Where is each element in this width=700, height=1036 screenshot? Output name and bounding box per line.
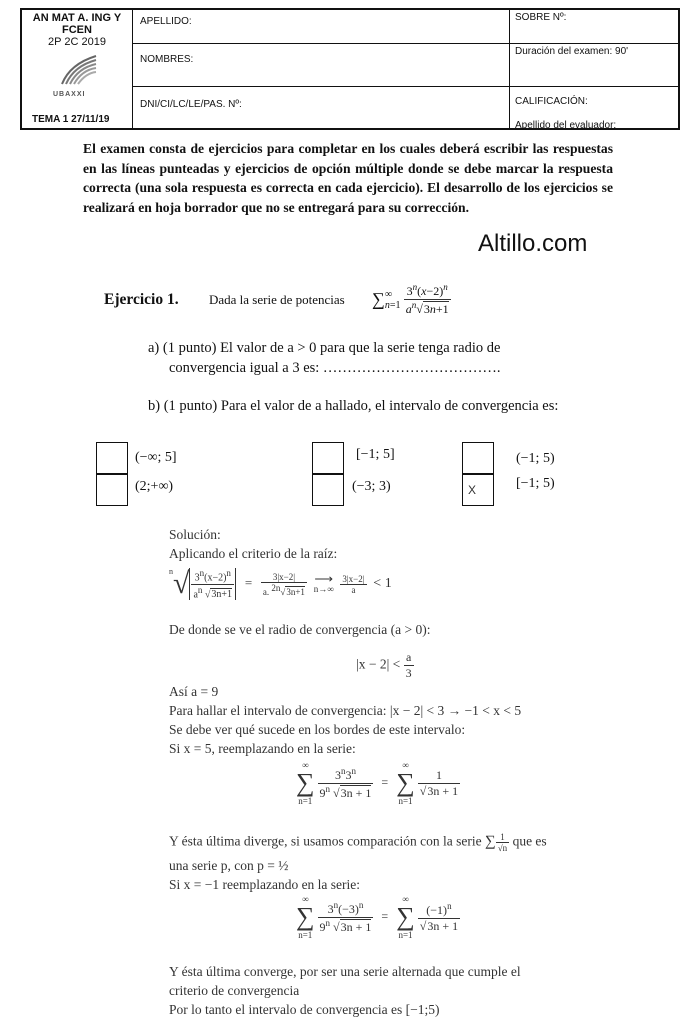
part-a-line1: a) (1 punto) El valor de a > 0 para que la serie tenga radio de — [148, 340, 501, 356]
series-x5-formula: ∞ ∑ n=1 $\frac{3^n3^n}{9^n √3n + 1}$ = ∞ ∑ n=1 $\frac{1}{√3n + 1}$ — [296, 760, 459, 806]
diverge-line3: una serie p, con p = ½ — [169, 858, 289, 873]
option-checkbox[interactable] — [462, 442, 494, 474]
diverge-text: Y ésta última diverge, si usamos comparación con la serie ∑ $\frac{1}{√n}$ que es — [169, 832, 547, 853]
exercise-title: Ejercicio 1. — [104, 291, 179, 308]
option-label: [−1; 5] — [356, 447, 395, 462]
apellido-label: APELLIDO: — [140, 16, 192, 27]
watermark: Altillo.com — [478, 230, 588, 257]
option-checkbox[interactable] — [312, 474, 344, 506]
course-line: FCEN — [62, 24, 92, 36]
option-label: (2;+∞) — [135, 479, 174, 494]
root-test-formula: $^n$√ $\frac{3^n(x-2)^n}{a^n √3n+1}$ = $\frac{3|x-2|}{a. ^{2n}√3n+1}$ ⟶ n→∞ $\frac{3|x-2|}{a}$ < 1 — [169, 567, 392, 600]
evaluador-label: Apellido del evaluador: — [515, 120, 617, 131]
option-checkbox[interactable] — [96, 474, 128, 506]
borders-text: Se debe ver qué sucede en los bordes de este intervalo: — [169, 722, 466, 737]
duracion-label: Duración del examen: 90' — [515, 46, 629, 57]
final-interval: Por lo tanto el intervalo de convergencia es [−1;5) — [169, 1002, 440, 1017]
converge-line1: Y ésta última converge, por ser una serie alternada que cumple el — [169, 964, 521, 979]
option-label: (−1; 5) — [516, 451, 555, 466]
interval-text: Para hallar el intervalo de convergencia: |x − 2| < 3 → −1 < x < 5 — [169, 703, 522, 718]
limit-lt-one: < 1 — [373, 575, 392, 591]
diverge-line1: Y ésta última diverge, si usamos comparación con la serie — [169, 833, 482, 849]
ubaxxi-logo-icon — [56, 52, 100, 88]
part-a-line2: convergencia igual a 3 es: ………………………………. — [169, 360, 501, 376]
course-line: AN MAT A. ING Y — [32, 12, 122, 24]
sobre-label: SOBRE Nº: — [515, 12, 567, 23]
converge-line2: criterio de convergencia — [169, 983, 300, 998]
option-checkbox[interactable] — [96, 442, 128, 474]
series-xm1-formula: ∞ ∑ n=1 $\frac{3^n(-3)^n}{9^n √3n + 1}$ = ∞ ∑ n=1 $\frac{(-1)^n}{√3n + 1}$ — [296, 894, 459, 940]
tema-date: TEMA 1 27/11/19 — [32, 114, 110, 125]
option-label: (−3; 3) — [352, 479, 391, 494]
radius-text: De donde se ve el radio de convergencia (a > 0): — [169, 622, 431, 637]
exam-header — [20, 8, 680, 130]
option-checkbox-checked[interactable] — [462, 474, 494, 506]
power-series-formula: ∑ ∞ n=1 $\frac{3^n(x-2)^n}{a^n√3n+1}$ — [372, 282, 449, 316]
solution-root-test: Aplicando el criterio de la raíz: — [169, 546, 338, 561]
radius-inequality: |x − 2| < $\frac{a}{3}$ — [356, 650, 412, 680]
solution-title: Solución: — [169, 527, 221, 542]
option-label: (−∞; 5] — [135, 450, 177, 465]
xm1-text: Si x = −1 reemplazando en la serie: — [169, 877, 361, 892]
course-line: 2P 2C 2019 — [48, 36, 106, 48]
checked-x-mark: X — [468, 483, 477, 497]
nombres-label: NOMBRES: — [140, 54, 194, 65]
part-b-line: b) (1 punto) Para el valor de a hallado, el intervalo de convergencia es: — [148, 398, 559, 414]
inequality-text: |x − 2| < — [356, 656, 401, 672]
exercise-statement: Dada la serie de potencias — [209, 292, 345, 307]
option-label: [−1; 5) — [516, 476, 555, 491]
dni-label: DNI/CI/LC/LE/PAS. Nº: — [140, 99, 242, 110]
instructions-paragraph: El examen consta de ejercicios para completar en los cuales deberá escribir las respuestas en las líneas punteadas y ejercicios de opción múltiple donde se debe marcar la respuesta correcta (una sola respuesta es correcta en cada ejercicio). El desarrollo de los ejercicios se realizará en hoja borrador que no se entregará para su corrección. — [83, 141, 613, 215]
a-value: Así a = 9 — [169, 684, 219, 699]
logo-text: UBAXXI — [53, 91, 86, 98]
x5-text: Si x = 5, reemplazando en la serie: — [169, 741, 356, 756]
calificacion-label: CALIFICACIÓN: — [515, 96, 588, 107]
option-checkbox[interactable] — [312, 442, 344, 474]
diverge-line2: que es — [512, 833, 547, 849]
